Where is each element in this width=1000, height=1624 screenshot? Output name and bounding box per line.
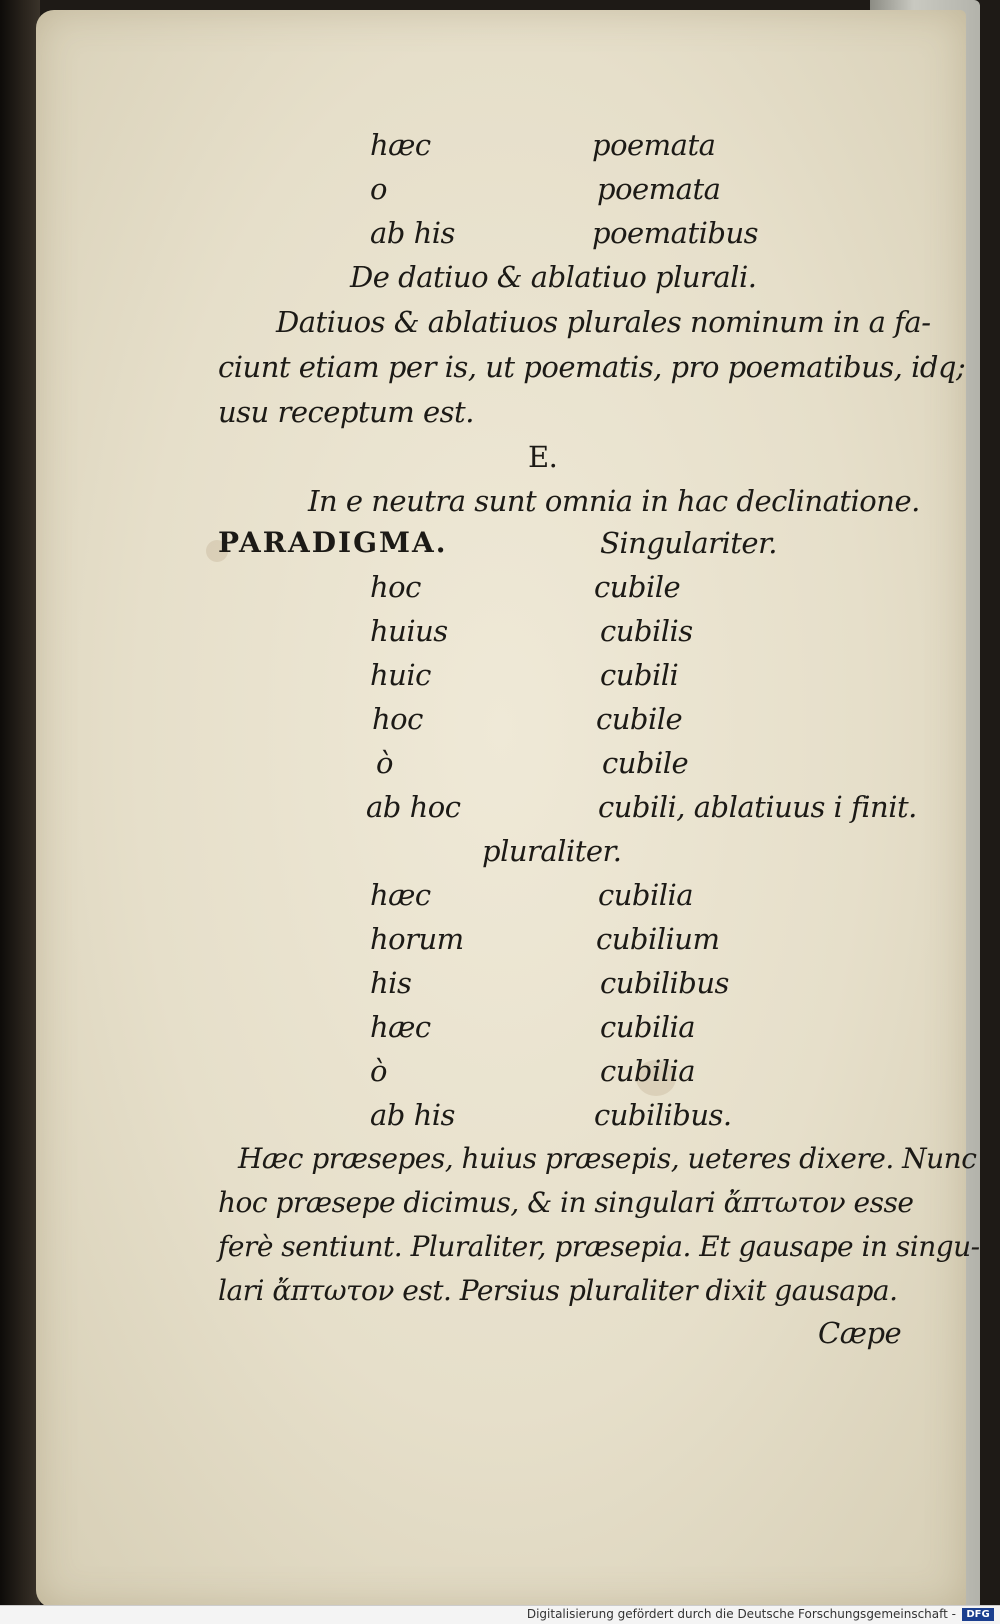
- table-row-article: ò: [376, 746, 393, 780]
- table-row-form: cubile: [594, 570, 681, 604]
- table-row-form: cubilium: [596, 922, 720, 956]
- table-row-article: hoc: [372, 702, 423, 736]
- book-spine: [0, 0, 40, 1624]
- catchword: Cæpe: [818, 1316, 902, 1350]
- paragraph-line: ferè sentiunt. Pluraliter, præsepia. Et gausape in singu-: [218, 1230, 980, 1263]
- paragraph-line: Hæc præsepes, huius præsepis, ueteres dixere. Nunc: [238, 1142, 977, 1175]
- table-row-form: cubilia: [598, 878, 694, 912]
- paradigm-label: PARADIGMA.: [218, 526, 448, 559]
- plural-label: pluraliter.: [482, 834, 622, 868]
- table-row-form: cubile: [596, 702, 683, 736]
- table-row-form: cubilibus: [600, 966, 729, 1000]
- table-row-article: hæc: [370, 1010, 431, 1044]
- section-heading: De datiuo & ablatiuo plurali.: [350, 260, 757, 294]
- table-row-form: cubilis: [600, 614, 693, 648]
- footer-credit: Digitalisierung gefördert durch die Deutsche Forschungsgemeinschaft -: [526, 1607, 956, 1621]
- table-row-article: huius: [370, 614, 448, 648]
- table-row-form: cubile: [602, 746, 689, 780]
- dfg-logo: DFG: [962, 1608, 994, 1621]
- table-row-article: hoc: [370, 570, 421, 604]
- table-row-article: ab his: [370, 1098, 455, 1132]
- table-row-form: cubilia: [600, 1010, 696, 1044]
- table-row-article: hæc: [370, 128, 431, 162]
- table-row-form: cubilibus.: [594, 1098, 732, 1132]
- letter-heading: E.: [528, 440, 558, 474]
- paragraph-line: ciunt etiam per is, ut poematis, pro poematibus, idq;: [218, 350, 966, 384]
- table-row-form: poematibus: [592, 216, 759, 250]
- table-row-article: horum: [370, 922, 464, 956]
- table-row-form: cubili: [600, 658, 679, 692]
- intro-line: In e neutra sunt omnia in hac declinatione.: [308, 484, 920, 518]
- digitization-footer: [0, 1605, 1000, 1624]
- table-row-article: ab hoc: [366, 790, 461, 824]
- paragraph-line: usu receptum est.: [218, 395, 474, 429]
- table-row-form: cubili, ablatiuus i finit.: [598, 790, 917, 824]
- table-row-article: huic: [370, 658, 431, 692]
- paragraph-line: hoc præsepe dicimus, & in singulari ἄπτωτον esse: [218, 1186, 914, 1219]
- paragraph-line: lari ἄπτωτον est. Persius pluraliter dixit gausapa.: [218, 1274, 898, 1307]
- table-row-article: his: [370, 966, 412, 1000]
- table-row-article: hæc: [370, 878, 431, 912]
- paragraph-line: Datiuos & ablatiuos plurales nominum in a fa-: [276, 305, 931, 339]
- singular-label: Singulariter.: [600, 526, 777, 560]
- table-row-article: ab his: [370, 216, 455, 250]
- table-row-form: poemata: [597, 172, 721, 206]
- table-row-form: poemata: [592, 128, 716, 162]
- table-row-article: o: [370, 172, 387, 206]
- table-row-form: cubilia: [600, 1054, 696, 1088]
- table-row-article: ò: [370, 1054, 387, 1088]
